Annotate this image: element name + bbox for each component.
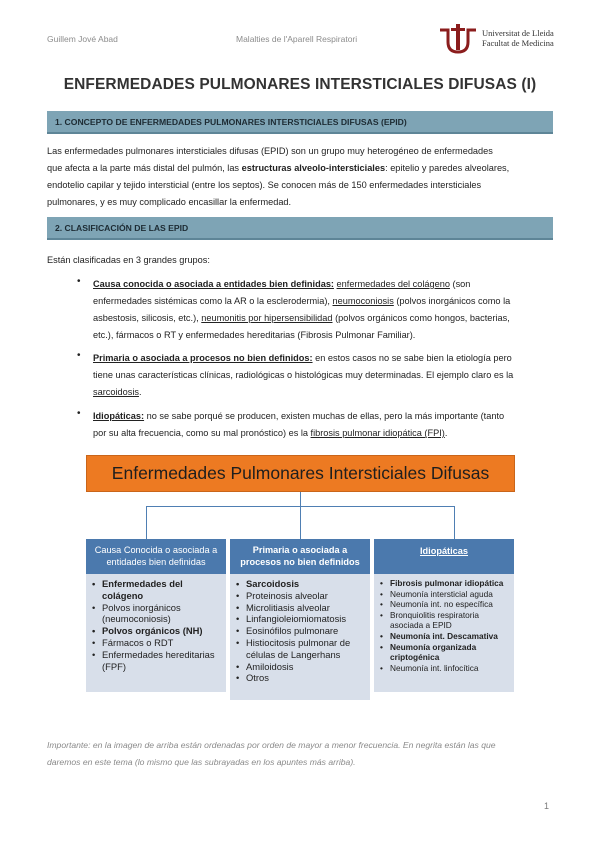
university-logo [436,22,566,58]
section-1-line-3: endotelio capilar y tejido intersticial (entre los septos). Se conocen más de 150 enfermedades intersticiales [47,180,482,190]
section-2-heading: 2. CLASIFICACIÓN DE LAS EPID [55,223,189,233]
list-item: • Fibrosis pulmonar idiopática [390,578,514,589]
connector-stem [300,492,301,506]
bullet-marker-1: • [77,276,81,287]
list-item: • Polvos inorgánicos (neumoconiosis) [102,602,226,626]
diagram-title-box [86,455,515,492]
section-2-intro: Están clasificadas en 3 grandes grupos: [47,255,210,265]
section-1-heading: 1. CONCEPTO DE ENFERMEDADES PULMONARES INTERSTICIALES DIFUSAS (EPID) [55,117,407,127]
list-item: • Proteinosis alveolar [246,590,370,602]
list-item: • Eosinófilos pulmonare [246,625,370,637]
list-item: • Otros [246,672,370,684]
list-item: • Fármacos o RDT [102,637,226,649]
list-item: • Enfermedades hereditarias (FPF) [102,649,226,673]
bullet-marker-2: • [77,350,81,361]
list-item: • Microlitiasis alveolar [246,602,370,614]
category-1-header: Causa Conocida o asociada a entidades bien definidas [86,539,226,574]
connector-left [146,506,147,539]
header-author: Guillem Jové Abad [47,34,118,44]
category-3-list [374,574,514,692]
bullet-3-text: Idiopáticas: no se sabe porqué se producen, existen muchas de ellas, pero la más importante (tanto por su alta frecuencia, como su mal pronóstico) es la fibrosis pulmonar idiopática (FPI). [93,411,505,438]
faculty-name: Facultat de Medicina [482,38,554,48]
section-1-line-2: que afecta a la parte más distal del pulmón, las estructuras alveolo-intersticiales: epitelio y paredes alveolares, [47,163,510,173]
page-title: ENFERMEDADES PULMONARES INTERSTICIALES DIFUSAS (I) [63,76,537,93]
connector-right [454,506,455,539]
alveolo-intersticial-term: estructuras alveolo-intersticiales [241,163,386,173]
list-item: • Bronquiolitis respiratoria asociada a EPID [390,610,514,631]
category-2-header: Primaria o asociada a procesos no bien definidos [230,539,370,574]
list-item: • Neumonía int. no específica [390,599,514,610]
section-1-line-1: Las enfermedades pulmonares intersticiales difusas (EPID) son un grupo muy heterogéneo de enfermedades [47,146,493,156]
list-item: • Neumonía organizada criptogénica [390,642,514,663]
university-name: Universitat de Lleida [482,28,554,38]
category-3-header: Idiopáticas [374,539,514,574]
list-item: • Neumonía int. linfocítica [390,663,514,674]
list-item: • Neumonía intersticial aguda [390,589,514,600]
section-2-heading-bar [47,217,553,240]
list-item: • Sarcoidosis [246,578,370,590]
bullet-2-text: Primaria o asociada a procesos no bien definidos: en estos casos no se sabe bien la etiología pero tiene unas características clínicas, radiológicas o histológicas muy determinadas. El ejemplo claro es la sarcoidosis. [93,353,514,397]
list-item: • Polvos orgánicos (NH) [102,625,226,637]
section-1-line-4: pulmonares, y es muy complicado encasillar la enfermedad. [47,197,292,207]
list-item: • Enfermedades del colágeno [102,578,226,602]
category-2-list [230,574,370,700]
list-item: • Histiocitosis pulmonar de células de Langerhans [246,637,370,661]
list-item: • Neumonía int. Descamativa [390,631,514,642]
section-1-heading-bar [47,111,553,134]
list-item: • Linfangioleiomiomatosis [246,613,370,625]
header-subject: Malalties de l'Aparell Respiratori [236,34,358,44]
connector-middle [300,506,301,539]
importance-note: Importante: en la imagen de arriba están ordenadas por orden de mayor a menor frecuencia. En negrita están las que daremos en este tema (lo mismo que las subrayadas en los apuntes más arriba). [47,740,496,767]
category-1-list [86,574,226,692]
diagram-title: Enfermedades Pulmonares Intersticiales Difusas [111,463,490,483]
list-item: • Amiloidosis [246,661,370,673]
university-crest-icon [436,22,480,58]
page-number: 1 [544,801,550,811]
section-1-paragraph [47,143,553,211]
bullet-marker-3: • [77,408,81,419]
bullet-1-text: Causa conocida o asociada a entidades bien definidas: enfermedades del colágeno (son enfermedades sistémicas como la AR o la esclerodermia), neumoconiosis (polvos inorgánicos como la asbestosis, silicosis, etc.), neumonitis por hipersensibilidad (polvos orgánicos como hongos, bacterias, etc.), fármacos o RT y enfermedades hereditarias (Fibrosis Pulmonar Familiar). [93,279,511,340]
